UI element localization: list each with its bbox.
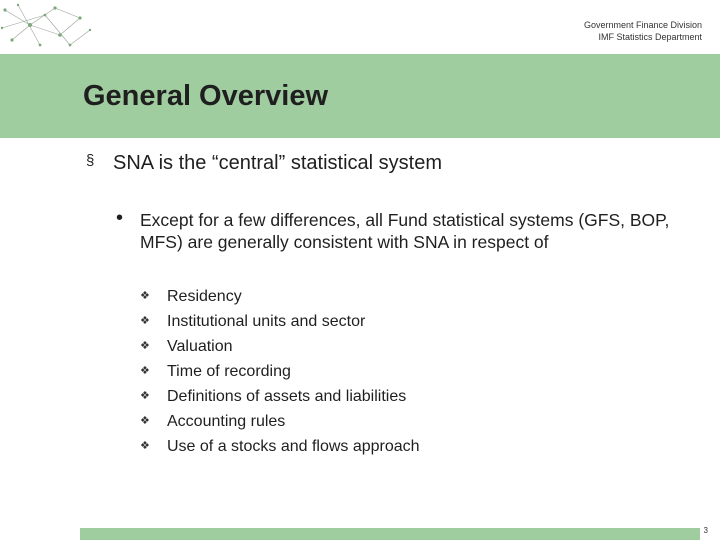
diamond-bullet-icon: ❖ xyxy=(140,390,150,402)
network-graph-logo-icon xyxy=(0,0,100,52)
diamond-bullet-icon: ❖ xyxy=(140,365,150,377)
slide-title: General Overview xyxy=(83,80,329,112)
level2-text: Except for a few differences, all Fund statistical systems (GFS, BOP, MFS) are generally consistent with SNA in respect of xyxy=(140,210,670,252)
list-item-label: Definitions of assets and liabilities xyxy=(167,388,407,405)
diamond-bullet-icon: ❖ xyxy=(140,415,150,427)
list-item-label: Time of recording xyxy=(167,363,291,380)
department-line-1: Government Finance Division xyxy=(583,20,702,30)
level1-bullet-icon: § xyxy=(86,152,95,169)
footer-bar xyxy=(80,528,700,540)
diamond-bullet-icon: ❖ xyxy=(140,290,150,302)
level2-bullet-icon: • xyxy=(116,207,124,229)
department-label xyxy=(584,19,702,43)
list-item-label: Institutional units and sector xyxy=(167,313,366,330)
diamond-bullet-icon: ❖ xyxy=(140,340,150,352)
list-item-label: Residency xyxy=(167,288,242,305)
department-line-2: IMF Statistics Department xyxy=(598,32,702,42)
level1-text: SNA is the “central” statistical system xyxy=(113,152,442,174)
list-item-label: Valuation xyxy=(167,338,233,355)
list-item-label: Accounting rules xyxy=(167,413,286,430)
page-number: 3 xyxy=(703,526,708,535)
list-item-label: Use of a stocks and flows approach xyxy=(167,438,420,455)
diamond-bullet-icon: ❖ xyxy=(140,315,150,327)
diamond-bullet-icon: ❖ xyxy=(140,440,150,452)
